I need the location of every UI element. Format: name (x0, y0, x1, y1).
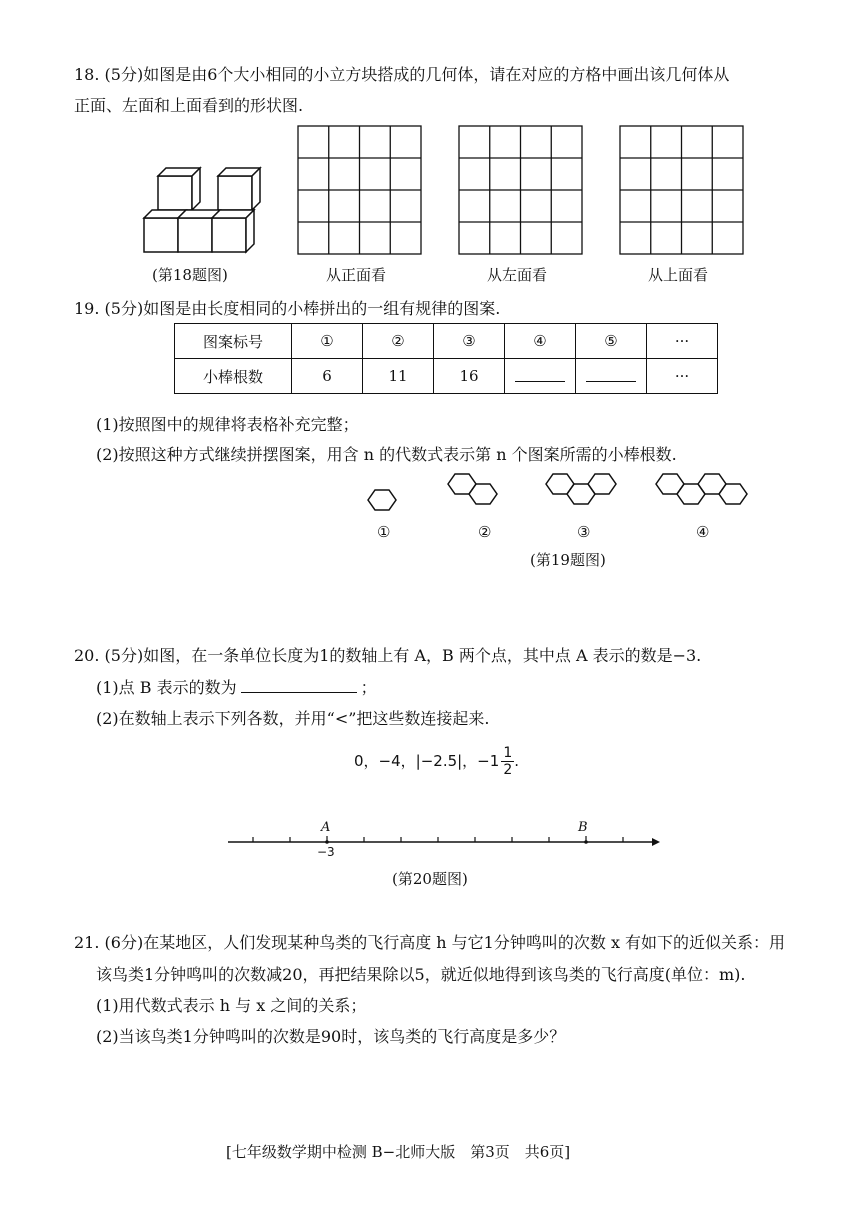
q20-figure-caption: (第20题图) (392, 870, 468, 888)
q18-figure-caption: (第18题图) (152, 266, 228, 284)
q18-view-front-label: 从正面看 (326, 266, 387, 284)
pattern-label-4: ④ (696, 523, 710, 541)
table-row (175, 359, 718, 394)
q21-part2: (2)当该鸟类1分钟鸣叫的次数是90时，该鸟类的飞行高度是多少？ (96, 1027, 566, 1046)
table-cell: 11 (363, 359, 434, 394)
q19-table (174, 323, 718, 394)
table-cell: ··· (647, 324, 718, 359)
q18-stem-line2: 正面、左面和上面看到的形状图. (74, 96, 304, 115)
q18-grid-top (619, 125, 744, 255)
q19-figure-caption: (第19题图) (530, 551, 606, 569)
table-cell: 16 (434, 359, 505, 394)
table-cell: ② (363, 324, 434, 359)
table-cell: ① (292, 324, 363, 359)
q19-hexagon-patterns (360, 468, 760, 528)
fraction-numerator: 1 (503, 745, 513, 761)
pattern-label-3: ③ (577, 523, 591, 541)
q18-view-top-label: 从上面看 (648, 266, 709, 284)
q18-stem-line1: 18. (5分)如图是由6个大小相同的小立方块搭成的几何体，请在对应的方格中画出该几何体从 (74, 65, 730, 84)
q21-part1: (1)用代数式表示 h 与 x 之间的关系； (96, 996, 367, 1015)
page-footer: [七年级数学期中检测 B−北师大版 第3页 共6页] (226, 1143, 571, 1161)
fraction-denominator: 2 (503, 762, 513, 778)
q21-stem-line1: 21. (6分)在某地区，人们发现某种鸟类的飞行高度 h 与它1分钟鸣叫的次数 x 有如下的近似关系：用 (74, 933, 786, 952)
q20-part1-end: ； (360, 678, 377, 697)
q20-stem: 20. (5分)如图，在一条单位长度为1的数轴上有 A，B 两个点，其中点 A 表示的数是−3. (74, 646, 702, 665)
q20-fraction (501, 746, 514, 777)
point-a-label: A (321, 820, 331, 835)
q18-grid-left (458, 125, 583, 255)
table-cell: ④ (505, 324, 576, 359)
pattern-label-1: ① (377, 523, 391, 541)
table-cell: ··· (647, 359, 718, 394)
pattern-label-2: ② (478, 523, 492, 541)
table-cell: ③ (434, 324, 505, 359)
number-line (226, 818, 662, 862)
answer-blank-4[interactable] (505, 359, 576, 394)
q18-grid-front (297, 125, 422, 255)
q20-answer-blank[interactable] (241, 678, 357, 693)
table-header-cell: 图案标号 (175, 324, 292, 359)
tick-label-a: −3 (317, 845, 335, 859)
q20-number-list (354, 746, 519, 777)
q20-part1: (1)点 B 表示的数为 (96, 678, 237, 697)
q20-numbers: 0，−4，|−2.5|，−1 (354, 752, 500, 770)
q20-part1-line (96, 675, 377, 698)
q18-cube-figure (140, 162, 268, 258)
table-cell: 6 (292, 359, 363, 394)
table-header-cell: 小棒根数 (175, 359, 292, 394)
point-b-label: B (578, 820, 588, 835)
q19-part2: (2)按照这种方式继续拼摆图案，用含 n 的代数式表示第 n 个图案所需的小棒根数. (96, 445, 677, 464)
q18-view-left-label: 从左面看 (487, 266, 548, 284)
q20-part2: (2)在数轴上表示下列各数，并用“<”把这些数连接起来. (96, 709, 490, 728)
q19-stem: 19. (5分)如图是由长度相同的小棒拼出的一组有规律的图案. (74, 299, 501, 318)
q21-stem-line2: 该鸟类1分钟鸣叫的次数减20，再把结果除以5，就近似地得到该鸟类的飞行高度(单位：m). (96, 965, 746, 984)
answer-blank-5[interactable] (576, 359, 647, 394)
table-row (175, 324, 718, 359)
table-cell: ⑤ (576, 324, 647, 359)
q19-part1: (1)按照图中的规律将表格补充完整； (96, 415, 359, 434)
q20-numbers-end: . (514, 752, 520, 770)
